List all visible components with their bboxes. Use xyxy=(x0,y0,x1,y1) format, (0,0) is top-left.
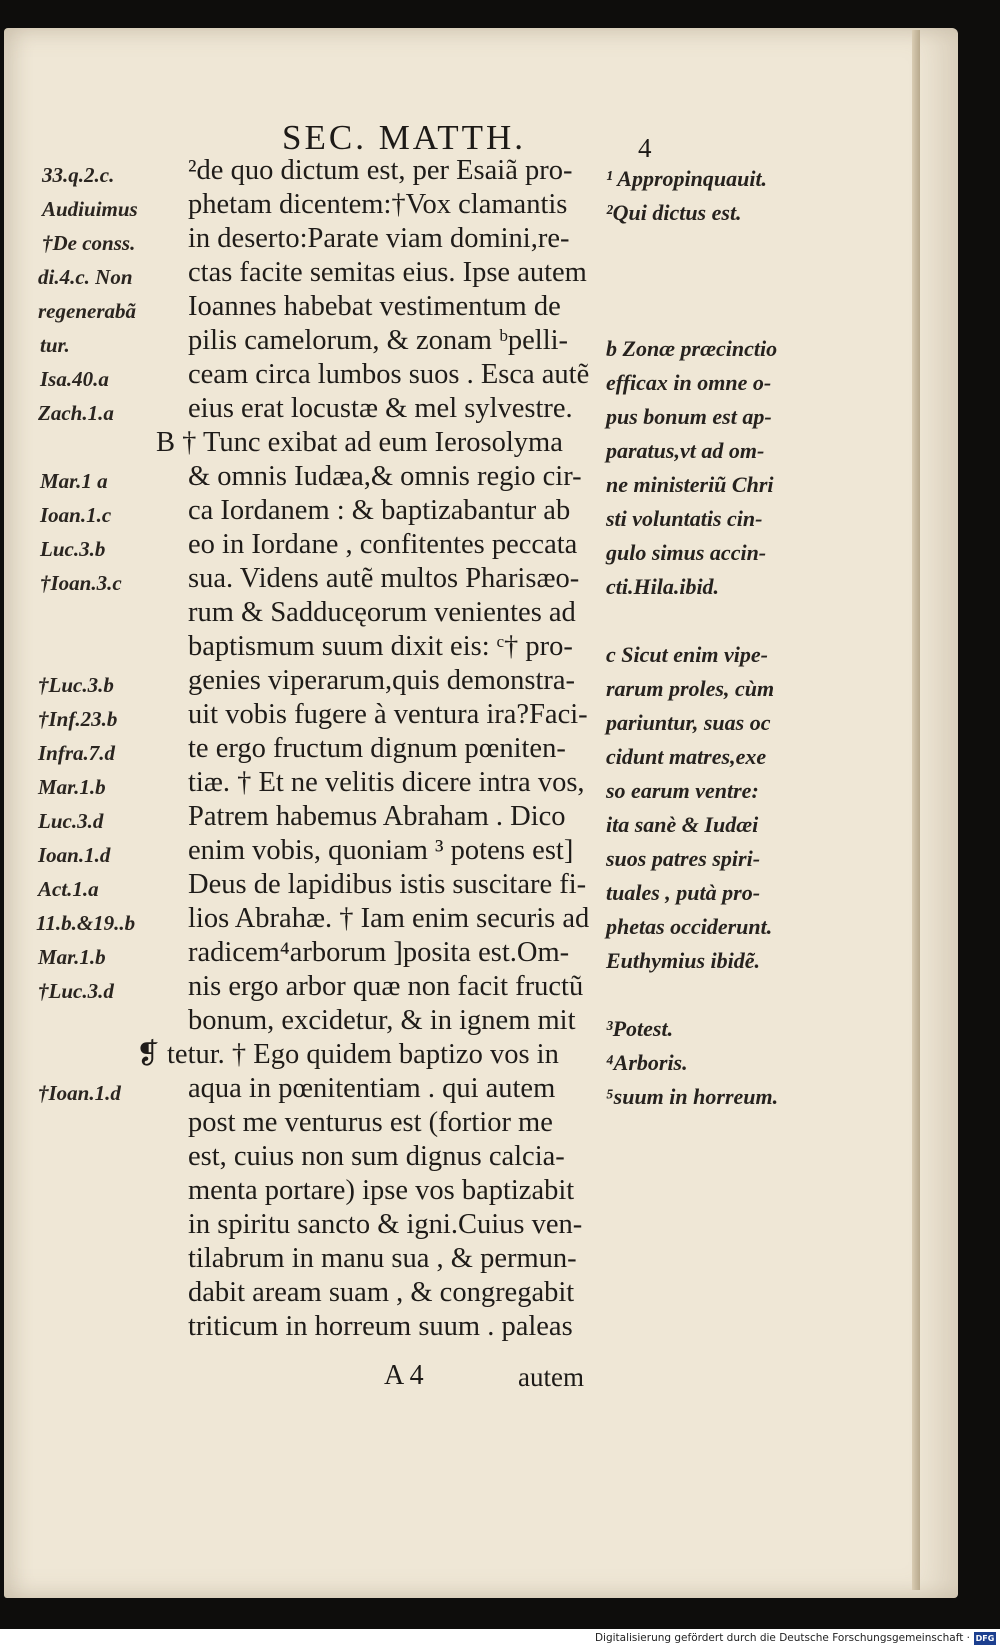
body-line: radicem⁴arborum ]posita est.Om- xyxy=(188,937,570,968)
body-line: tilabrum in manu sua , & permun- xyxy=(188,1243,577,1274)
margin-ref: †Ioan.1.d xyxy=(38,1081,121,1105)
body-line: tiæ. † Et ne velitis dicere intra vos, xyxy=(188,767,585,798)
margin-ref: 11.b.&19..b xyxy=(36,911,136,935)
body-line: enim vobis, quoniam ³ potens est] xyxy=(188,835,574,866)
body-line: ²de quo dictum est, per Esaiã pro- xyxy=(188,155,573,186)
margin-ref: Ioan.1.c xyxy=(40,503,112,527)
body-line: sua. Videns autẽ multos Pharisæo- xyxy=(188,563,580,594)
body-line: dabit aream suam , & congregabit xyxy=(188,1277,575,1308)
body-line: bonum, excidetur, & in ignem mit xyxy=(188,1005,576,1036)
margin-ref: †Luc.3.d xyxy=(38,979,114,1003)
margin-gloss: gulo simus accin- xyxy=(606,540,767,565)
body-line: aqua in pœnitentiam . qui autem xyxy=(188,1073,556,1104)
margin-gloss: cti.Hila.ibid. xyxy=(606,574,720,599)
footer-credit: Digitalisierung gefördert durch die Deutsche Forschungsgemeinschaft · xyxy=(594,1632,970,1644)
margin-gloss: pus bonum est ap- xyxy=(606,404,772,429)
body-line: menta portare) ipse vos baptizabit xyxy=(188,1175,575,1206)
body-line: & omnis Iudæa,& omnis regio cir- xyxy=(188,461,582,492)
margin-ref: Mar.1.b xyxy=(38,945,106,969)
body-line: phetam dicentem:†Vox clamantis xyxy=(188,189,568,220)
margin-gloss: sti voluntatis cin- xyxy=(606,506,763,531)
margin-ref: †Luc.3.b xyxy=(38,673,114,697)
margin-gloss: ⁵suum in horreum. xyxy=(606,1084,779,1109)
margin-gloss: ¹ Appropinquauit. xyxy=(606,166,768,191)
margin-ref: di.4.c. Non xyxy=(38,265,133,289)
margin-ref: Luc.3.d xyxy=(38,809,104,833)
body-line: genies viperarum,quis demonstra- xyxy=(188,665,576,696)
body-line: Patrem habemus Abraham . Dico xyxy=(188,801,566,832)
body-line: B † Tunc exibat ad eum Ierosolyma xyxy=(156,427,563,458)
page-edge xyxy=(912,30,920,1590)
body-line: ctas facite semitas eius. Ipse autem xyxy=(188,257,587,288)
body-line: lios Abrahæ. † Iam enim securis ad xyxy=(188,903,590,934)
margin-ref: †Ioan.3.c xyxy=(40,571,122,595)
margin-ref: Zach.1.a xyxy=(38,401,114,425)
body-line: Deus de lapidibus istis suscitare fi- xyxy=(188,869,587,900)
margin-gloss: ²Qui dictus est. xyxy=(606,200,742,225)
body-line: ceam circa lumbos suos . Esca autẽ xyxy=(188,359,590,390)
margin-ref: regenerabã xyxy=(38,299,136,323)
body-line: rum & Sadducęorum venientes ad xyxy=(188,597,576,628)
signature-mark: A 4 xyxy=(384,1360,424,1391)
body-line: pilis camelorum, & zonam ᵇpelli- xyxy=(188,325,569,356)
margin-gloss: pariuntur, suas oc xyxy=(606,710,771,735)
body-line: te ergo fructum dignum pœniten- xyxy=(188,733,566,764)
margin-ref: tur. xyxy=(40,333,70,357)
margin-gloss: ne ministeriũ Chri xyxy=(606,472,774,497)
catchword: autem xyxy=(518,1362,584,1392)
margin-ref: Audiuimus xyxy=(42,197,138,221)
margin-ref: †De conss. xyxy=(42,231,136,255)
margin-gloss: ita sanè & Iudæi xyxy=(606,812,759,837)
margin-gloss: suos patres spiri- xyxy=(606,846,761,871)
margin-ref: Mar.1 a xyxy=(40,469,108,493)
body-line: nis ergo arbor quæ non facit fructũ xyxy=(188,971,584,1002)
margin-gloss: ⁴Arboris. xyxy=(606,1050,688,1075)
margin-ref: Infra.7.d xyxy=(38,741,116,765)
body-line: ❡ tetur. † Ego quidem baptizo vos in xyxy=(136,1039,559,1070)
body-line: ca Iordanem : & baptizabantur ab xyxy=(188,495,571,526)
margin-gloss: phetas occiderunt. xyxy=(606,914,773,939)
margin-gloss: c Sicut enim vipe- xyxy=(606,642,768,667)
body-line: in spiritu sancto & igni.Cuius ven- xyxy=(188,1209,583,1240)
margin-ref: Ioan.1.d xyxy=(38,843,111,867)
margin-gloss: efficax in omne o- xyxy=(606,370,772,395)
margin-gloss: ³Potest. xyxy=(606,1016,674,1041)
body-line: Ioannes habebat vestimentum de xyxy=(188,291,561,322)
body-line: baptismum suum dixit eis: ᶜ† pro- xyxy=(188,631,573,662)
body-line: est, cuius non sum dignus calcia- xyxy=(188,1141,565,1172)
body-line: triticum in horreum suum . paleas xyxy=(188,1311,573,1342)
dfg-logo-icon: DFG xyxy=(975,1634,995,1643)
body-line: in deserto:Parate viam domini,re- xyxy=(188,223,570,254)
margin-ref: 33.q.2.c. xyxy=(42,163,115,187)
margin-gloss: paratus,vt ad om- xyxy=(606,438,765,463)
margin-gloss: so earum ventre: xyxy=(606,778,759,803)
margin-gloss: tuales , putà pro- xyxy=(606,880,761,905)
margin-ref: †Inf.23.b xyxy=(38,707,118,731)
running-head: SEC. MATTH. xyxy=(282,118,526,157)
folio-number: 4 xyxy=(638,133,652,163)
margin-ref: Luc.3.b xyxy=(40,537,106,561)
margin-gloss: Euthymius ibidẽ. xyxy=(606,948,761,973)
body-line: eo in Iordane , confitentes peccata xyxy=(188,529,578,560)
body-line: uit vobis fugere à ventura ira?Faci- xyxy=(188,699,588,730)
margin-gloss: cidunt matres,exe xyxy=(606,744,767,769)
margin-gloss: b Zonæ præcinctio xyxy=(606,336,778,361)
margin-gloss: rarum proles, cùm xyxy=(606,676,775,701)
body-line: post me venturus est (fortior me xyxy=(188,1107,553,1138)
body-line: eius erat locustæ & mel sylvestre. xyxy=(188,393,573,424)
margin-ref: Act.1.a xyxy=(38,877,99,901)
margin-ref: Mar.1.b xyxy=(38,775,106,799)
margin-ref: Isa.40.a xyxy=(40,367,109,391)
